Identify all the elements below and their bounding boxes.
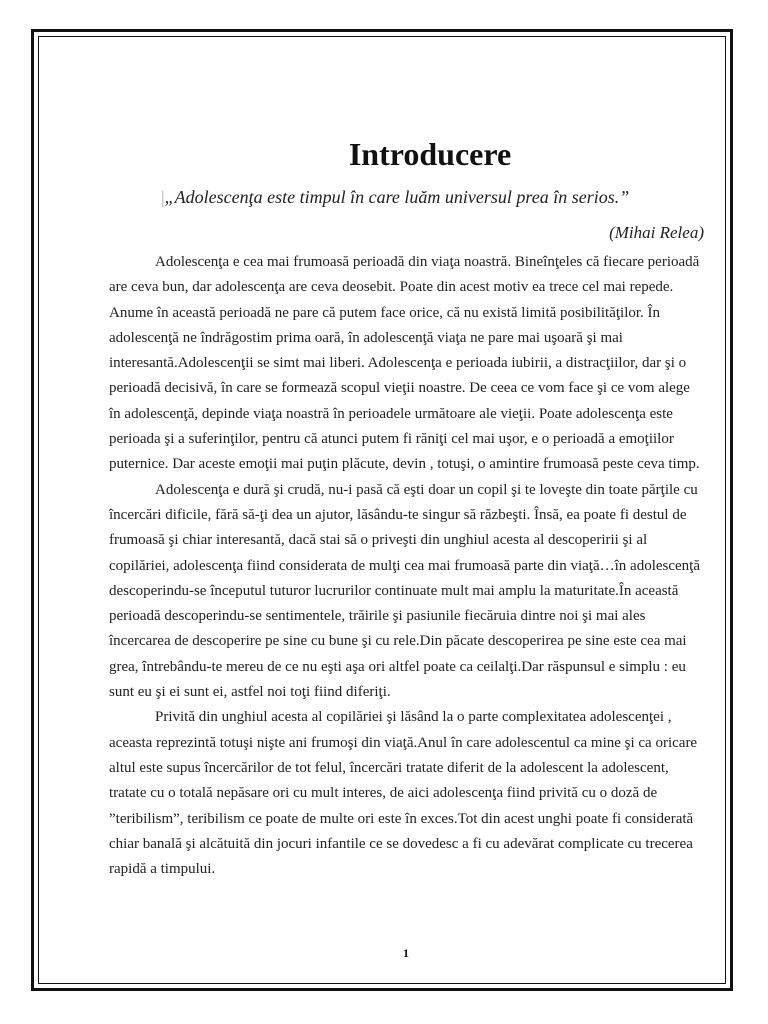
page-title: Introducere [348,136,512,172]
epigraph-quote [161,187,629,208]
paragraph: Adolescenţa e cea mai frumoasă perioadă din viaţa noastră. Bineînţeles că fiecare perioadă are ceva bun, dar adolescenţa are ceva deosebit. Poate din acest motiv ea trece cel mai repede. Anume în această perioadă ne pare că putem face orice, că nu există limită posibilităţilor. În adolescenţă ne îndrăgostim prima oară, în adolescenţă viaţa ne pare mai uşoară şi mai interesantă.Adolescenţii se simt mai liberi. Adolescenţa e perioada iubirii, a distracţiilor, dar şi o perioadă decisivă, în care se formează scopul vieţii noastre. De ceea ce vom face şi ce vom alege în adolescenţă, depinde viaţa noastră în perioadele următoare ale vieţii. Poate adolescenţa este perioada şi a suferinţilor, pentru că atunci putem fi răniţi cel mai uşor, e o perioadă a emoţiilor puternice. Dar aceste emoţii mai puţin plăcute, devin , totuşi, o amintire frumoasă peste ceva timp. [109,254,700,473]
epigraph-text: „Adolescenţa este timpul în care luăm universul prea în serios.” [164,187,630,207]
paragraph: Adolescenţa e dură şi crudă, nu-i pasă că eşti doar un copil şi te loveşte din toate părţile cu încercări dificile, fără să-ţi dea un ajutor, lăsându-te singur să răzbeşti. Însă, ea poate fi destul de frumoasă şi chiar interesantă, dacă stai să o priveşti din unghiul acesta al descoperirii şi al copilăriei, adolescenţa fiind considerata de mulţi cea mai frumoasă parte din viaţă…în adolescenţă descoperindu-se începutul tuturor lucrurilor continuate mult mai amplu la maturitate.În această perioadă descoperindu-se sentimentele, trăirile şi pasiunile fiecăruia dintre noi şi mai ales încercarea de descoperire pe sine cu bune şi cu rele.Din păcate descoperirea pe sine este cea mai grea, întrebându-te mereu de ce nu eşti aşa ori altfel poate ca ceilalţi.Dar răspunsul e simplu : eu sunt eu şi ei sunt ei, astfel noi toţi fiind diferiţi. [109,481,701,701]
page-number: 1 [403,946,409,960]
quote-cursor-mark: | [161,187,165,207]
body-text [109,250,704,882]
paragraph: Privită din unghiul acesta al copilăriei şi lăsând la o parte complexitatea adolescenţei , aceasta reprezintă totuşi nişte ani frumoşi din viaţă.Anul în care adolescentul ca mine şi ca oricare altul este supus încercărilor de tot felul, încercări tratate diferit de la adolescent la adolescent, tratate cu o totală nepăsare ori cu mult interes, de aici adolescenţa fiind privită cu o doză de ”teribilism”, teribilism ce poate de multe ori este în exces.Tot din acest unghi poate fi considerată chiar banală şi alcătuită din jocuri infantile ce se dovedesc a fi cu adevărat complicate cu trecerea rapidă a timpului. [109,709,698,878]
epigraph-author: (Mihai Relea) [609,223,704,242]
